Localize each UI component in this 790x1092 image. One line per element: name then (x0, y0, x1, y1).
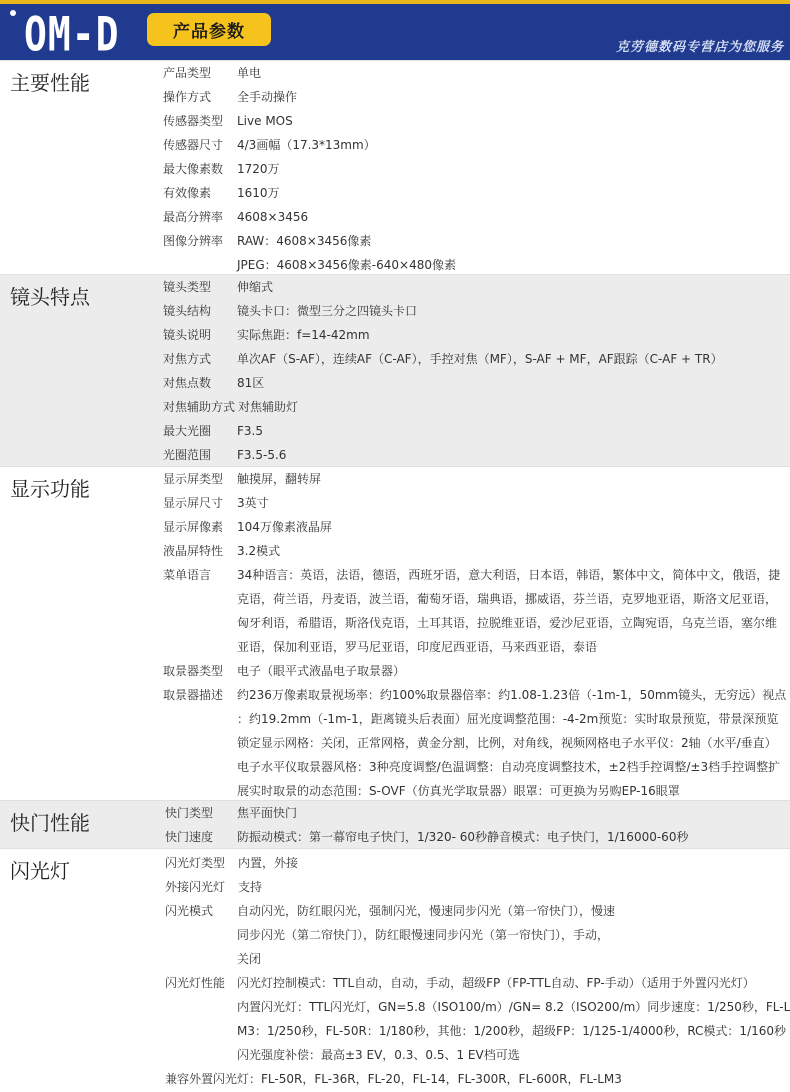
spec-row (0, 491, 790, 515)
page-header (0, 0, 790, 60)
brand-logo (10, 8, 148, 60)
finder-desc-label: 取景器描述 (163, 688, 224, 702)
spec-row (0, 85, 790, 109)
spec-row (0, 299, 790, 323)
spec-value: 单电 (237, 66, 262, 80)
flash-perf-line: 闪光强度补偿：最高±3 EV，0.3、0.5、1 EV档可选 (237, 1048, 520, 1062)
spec-value: 支持 (238, 880, 263, 894)
spec-value: Live MOS (237, 114, 293, 128)
spec-row (0, 419, 790, 443)
compat-flash-row (165, 1067, 622, 1091)
spec-row (0, 515, 790, 539)
section-shutter (0, 800, 790, 848)
spec-value: 81区 (237, 376, 265, 390)
spec-value: 104万像素液晶屏 (237, 520, 332, 534)
spec-value: 1720万 (237, 162, 280, 176)
spec-row (0, 205, 790, 229)
finder-type-value: 电子（眼平式液晶电子取景器） (237, 664, 406, 678)
spec-label: 有效像素 (163, 186, 212, 200)
spec-value: RAW：4608×3456像素 (237, 234, 372, 248)
spec-row (0, 61, 790, 85)
spec-row (0, 443, 790, 467)
spec-value: 实际焦距：f=14-42mm (237, 328, 370, 342)
flash-mode-line: 关闭 (237, 952, 262, 966)
spec-label: 传感器尺寸 (163, 138, 224, 152)
menu-language-line: 匈牙利语，希腊语，斯洛伐克语，土耳其语，拉脱维亚语，爱沙尼亚语，立陶宛语，乌克兰语，塞尔维 (237, 616, 778, 630)
section-lens (0, 274, 790, 466)
spec-row (0, 371, 790, 395)
spec-label: 最高分辨率 (163, 210, 224, 224)
flash-mode-line: 同步闪光（第二帘快门），防红眼慢速同步闪光（第一帘快门），手动， (237, 928, 610, 942)
finder-desc-line: 锁定显示网格：关闭，正常网格，黄金分割，比例，对角线，视频网格电子水平仪：2轴（水平/垂直） (237, 736, 777, 750)
spec-value: 3英寸 (237, 496, 269, 510)
spec-label: 快门类型 (165, 806, 214, 820)
section-tag: 产品参数 (147, 13, 271, 46)
spec-value: 单次AF（S-AF），连续AF（C-AF），手控对焦（MF），S-AF + MF，AF跟踪（C-AF + TR） (237, 352, 723, 366)
section-display (0, 466, 790, 800)
flash-perf-line: 内置闪光灯：TTL闪光灯，GN=5.8（ISO100/m）/GN= 8.2（ISO200/m）同步速度：1/250秒，FL-L (237, 1000, 790, 1014)
spec-value: F3.5-5.6 (237, 448, 287, 462)
section-title-main: 主要性能 (10, 71, 90, 95)
spec-row (0, 275, 790, 299)
finder-desc-line: 电子水平仪取景器风格：3种亮度调整/色温调整：自动亮度调整技术，±2档手控调整/±3档手控调整扩 (237, 760, 781, 774)
spec-continuation: JPEG：4608×3456像素-640×480像素 (237, 258, 456, 272)
spec-value: 4608×3456 (237, 210, 309, 224)
spec-label: 显示屏尺寸 (163, 496, 224, 510)
spec-row (0, 133, 790, 157)
spec-value: 镜头卡口：微型三分之四镜头卡口 (237, 304, 418, 318)
spec-label: 液晶屏特性 (163, 544, 224, 558)
spec-row (0, 395, 790, 419)
spec-value: 内置，外接 (238, 856, 299, 870)
spec-row (0, 347, 790, 371)
flash-perf-line: M3：1/250秒，FL-50R：1/180秒，其他：1/200秒，超级FP：1/125-1/4000秒，RC模式：1/160秒 (237, 1024, 787, 1038)
spec-label: 光圈范围 (163, 448, 212, 462)
flash-mode-line: 自动闪光，防红眼闪光，强制闪光，慢速同步闪光（第一帘快门），慢速 (237, 904, 616, 918)
flash-perf-line: 闪光灯控制模式：TTL自动，自动，手动，超级FP（FP-TTL自动、FP-手动）（适用于外置闪光灯） (237, 976, 755, 990)
logo-text: OM-D (24, 6, 120, 60)
spec-label: 镜头类型 (163, 280, 212, 294)
spec-value: 防振动模式：第一幕帘电子快门，1/320- 60秒静音模式：电子快门，1/16000-60秒 (237, 830, 689, 844)
spec-label: 镜头说明 (163, 328, 212, 342)
spec-value: 3.2模式 (237, 544, 281, 558)
finder-desc-line: 约236万像素取景视场率：约100%取景器倍率：约1.08-1.23倍（-1m-1，50mm镜头，无穷远）视点 (237, 688, 787, 702)
section-title-lens: 镜头特点 (10, 285, 90, 309)
section-title-flash: 闪光灯 (10, 859, 70, 883)
section-flash (0, 848, 790, 1092)
spec-row (0, 229, 790, 253)
menu-language-line: 亚语，保加利亚语，罗马尼亚语，印度尼西亚语，马来西亚语，泰语 (237, 640, 598, 654)
spec-row (0, 875, 790, 899)
spec-label: 传感器类型 (163, 114, 224, 128)
finder-desc-line: ：约19.2mm（-1m-1，距离镜头后表面）屈光度调整范围：-4-2m预览：实时取景预览，带景深预览 (237, 712, 779, 726)
compat-flash-label: 兼容外置闪光灯 (165, 1072, 250, 1086)
menu-language-label: 菜单语言 (163, 568, 212, 582)
spec-value: 4/3画幅（17.3*13mm） (237, 138, 376, 152)
spec-label: 镜头结构 (163, 304, 212, 318)
spec-value: 焦平面快门 (237, 806, 298, 820)
flash-perf-label: 闪光灯性能 (165, 976, 226, 990)
spec-label: 最大像素数 (163, 162, 224, 176)
spec-label: 对焦点数 (163, 376, 212, 390)
spec-label: 闪光灯类型 (165, 856, 226, 870)
menu-language-line: 克语，荷兰语，丹麦语，波兰语，葡萄牙语，瑞典语，挪威语，芬兰语，克罗地亚语，斯洛文尼亚语， (237, 592, 778, 606)
flash-mode-label: 闪光模式 (165, 904, 214, 918)
spec-label: 产品类型 (163, 66, 212, 80)
spec-row (0, 801, 790, 825)
menu-language-line: 34种语言：英语，法语，德语，西班牙语，意大利语，日本语，韩语，繁体中文，简体中文，俄语，捷 (237, 568, 781, 582)
spec-row (0, 851, 790, 875)
spec-row (0, 323, 790, 347)
spec-value: 全手动操作 (237, 90, 298, 104)
spec-label: 对焦方式 (163, 352, 212, 366)
store-slogan: 克劳德数码专营店为您服务 (615, 40, 784, 55)
spec-row (0, 467, 790, 491)
spec-value: 触摸屏，翻转屏 (237, 472, 322, 486)
spec-row (0, 181, 790, 205)
spec-row (0, 825, 790, 849)
spec-label: 对焦辅助方式 (163, 400, 236, 414)
spec-label: 图像分辨率 (163, 234, 224, 248)
spec-value: 伸缩式 (237, 280, 274, 294)
spec-label: 最大光圈 (163, 424, 212, 438)
finder-type-label: 取景器类型 (163, 664, 224, 678)
spec-value: 1610万 (237, 186, 280, 200)
logo-dot (10, 10, 16, 16)
spec-value: F3.5 (237, 424, 263, 438)
spec-label: 快门速度 (165, 830, 214, 844)
section-main (0, 60, 790, 274)
spec-label: 显示屏像素 (163, 520, 224, 534)
spec-row (0, 539, 790, 563)
spec-row (0, 109, 790, 133)
spec-row (0, 157, 790, 181)
spec-label: 显示屏类型 (163, 472, 224, 486)
compat-flash-value: ：FL-50R，FL-36R，FL-20，FL-14，FL-300R，FL-600R，FL-LM3 (249, 1072, 622, 1086)
spec-label: 操作方式 (163, 90, 212, 104)
section-title-shutter: 快门性能 (10, 811, 90, 835)
finder-desc-line: 展实时取景的动态范围：S-OVF（仿真光学取景器）眼罩：可更换为另购EP-16眼罩 (237, 784, 680, 798)
spec-value: 对焦辅助灯 (238, 400, 299, 414)
spec-label: 外接闪光灯 (165, 880, 226, 894)
section-title-display: 显示功能 (10, 477, 90, 501)
